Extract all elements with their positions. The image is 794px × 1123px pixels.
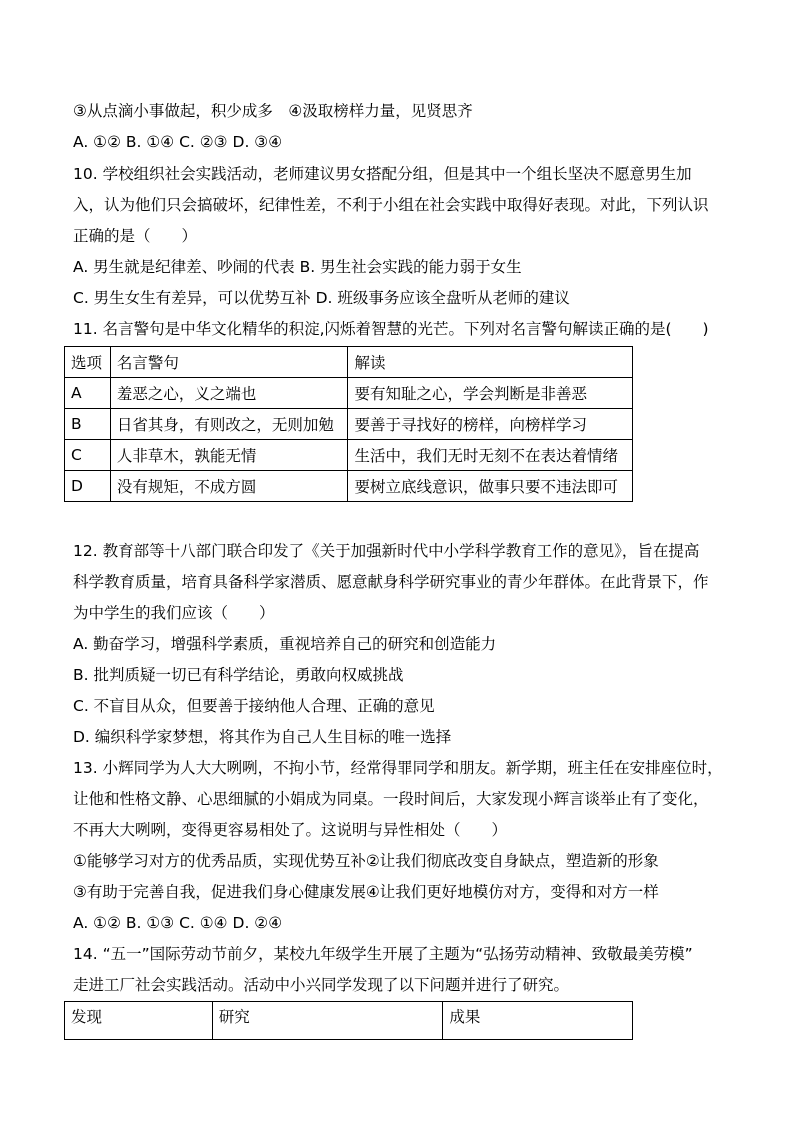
table-cell: 要有知耻之心，学会判断是非善恶 [348, 378, 633, 409]
table-row [65, 471, 633, 502]
question-13-options-line-2: ③有助于完善自我，促进我们身心健康发展④让我们更好地模仿对方，变得和对方一样 [73, 883, 659, 901]
table-header-cell: 发现 [65, 1002, 213, 1040]
question-12-stem-line-2: 科学教育质量，培育具备科学家潜质、愿意献身科学研究事业的青少年群体。在此背景下，作 [73, 573, 709, 591]
question-10-answers-cd: C. 男生女生有差异，可以优势互补 D. 班级事务应该全盘听从老师的建议 [73, 289, 570, 307]
table-row [65, 378, 633, 409]
table-header-row [65, 1002, 633, 1040]
question-11-stem: 11. 名言警句是中华文化精华的积淀,闪烁着智慧的光芒。下列对名言警句解读正确的是( ) [73, 320, 709, 338]
table-row [65, 409, 633, 440]
question-12-stem-line-3: 为中学生的我们应该（ ） [73, 604, 275, 622]
table-header-cell: 成果 [443, 1002, 633, 1040]
table-header-cell: 研究 [212, 1002, 443, 1040]
question-13-stem-line-3: 不再大大咧咧，变得更容易相处了。这说明与异性相处（ ） [73, 821, 508, 839]
table-cell: 日省其身，有则改之，无则加勉 [110, 409, 348, 440]
table-cell: 要树立底线意识，做事只要不违法即可 [348, 471, 633, 502]
table-header-cell: 名言警句 [110, 347, 348, 378]
table-cell: C [65, 440, 111, 471]
table-cell: A [65, 378, 111, 409]
question-14-stem-line-1: 14. “五一”国际劳动节前夕，某校九年级学生开展了主题为“弘扬劳动精神、致敬最美劳模” [73, 945, 693, 963]
table-cell: 生活中，我们无时无刻不在表达着情绪 [348, 440, 633, 471]
question-11-table [64, 346, 633, 502]
table-cell: B [65, 409, 111, 440]
question-12-option-d: D. 编织科学家梦想，将其作为自己人生目标的唯一选择 [73, 728, 452, 746]
table-row [65, 440, 633, 471]
question-12-option-c: C. 不盲目从众，但要善于接纳他人合理、正确的意见 [73, 697, 435, 715]
question-10-stem-line-1: 10. 学校组织社会实践活动，老师建议男女搭配分组，但是其中一个组长坚决不愿意男生加 [73, 165, 692, 183]
table-cell: 羞恶之心，义之端也 [110, 378, 348, 409]
table-header-cell: 选项 [65, 347, 111, 378]
question-10-stem-line-2: 入，认为他们只会搞破坏，纪律性差，不利于小组在社会实践中取得好表现。对此，下列认识 [73, 196, 709, 214]
table-header-row [65, 347, 633, 378]
table-cell: 人非草木，孰能无情 [110, 440, 348, 471]
question-9-options-line: ③从点滴小事做起，积少成多 ④汲取榜样力量，见贤思齐 [73, 102, 473, 120]
question-13-stem-line-1: 13. 小辉同学为人大大咧咧，不拘小节，经常得罪同学和朋友。新学期，班主任在安排座位时， [73, 759, 723, 777]
table-header-cell: 解读 [348, 347, 633, 378]
question-13-stem-line-2: 让他和性格文静、心思细腻的小娟成为同桌。一段时间后，大家发现小辉言谈举止有了变化， [73, 790, 709, 808]
question-13-options-line-1: ①能够学习对方的优秀品质，实现优势互补②让我们彻底改变自身缺点，塑造新的形象 [73, 852, 659, 870]
table-cell: D [65, 471, 111, 502]
table-cell: 要善于寻找好的榜样，向榜样学习 [348, 409, 633, 440]
question-9-answers: A. ①② B. ①④ C. ②③ D. ③④ [73, 133, 283, 151]
question-10-answers-ab: A. 男生就是纪律差、吵闹的代表 B. 男生社会实践的能力弱于女生 [73, 258, 522, 276]
question-12-stem-line-1: 12. 教育部等十八部门联合印发了《关于加强新时代中小学科学教育工作的意见》，旨在提高 [73, 542, 700, 560]
table-cell: 没有规矩，不成方圆 [110, 471, 348, 502]
question-14-stem-line-2: 走进工厂社会实践活动。活动中小兴同学发现了以下问题并进行了研究。 [73, 976, 570, 994]
question-13-answers: A. ①② B. ①③ C. ①④ D. ②④ [73, 914, 283, 932]
question-12-option-b: B. 批判质疑一切已有科学结论，勇敢向权威挑战 [73, 666, 404, 684]
question-12-option-a: A. 勤奋学习，增强科学素质，重视培养自己的研究和创造能力 [73, 635, 497, 653]
question-14-table [64, 1001, 633, 1040]
question-10-stem-line-3: 正确的是（ ） [73, 227, 198, 245]
